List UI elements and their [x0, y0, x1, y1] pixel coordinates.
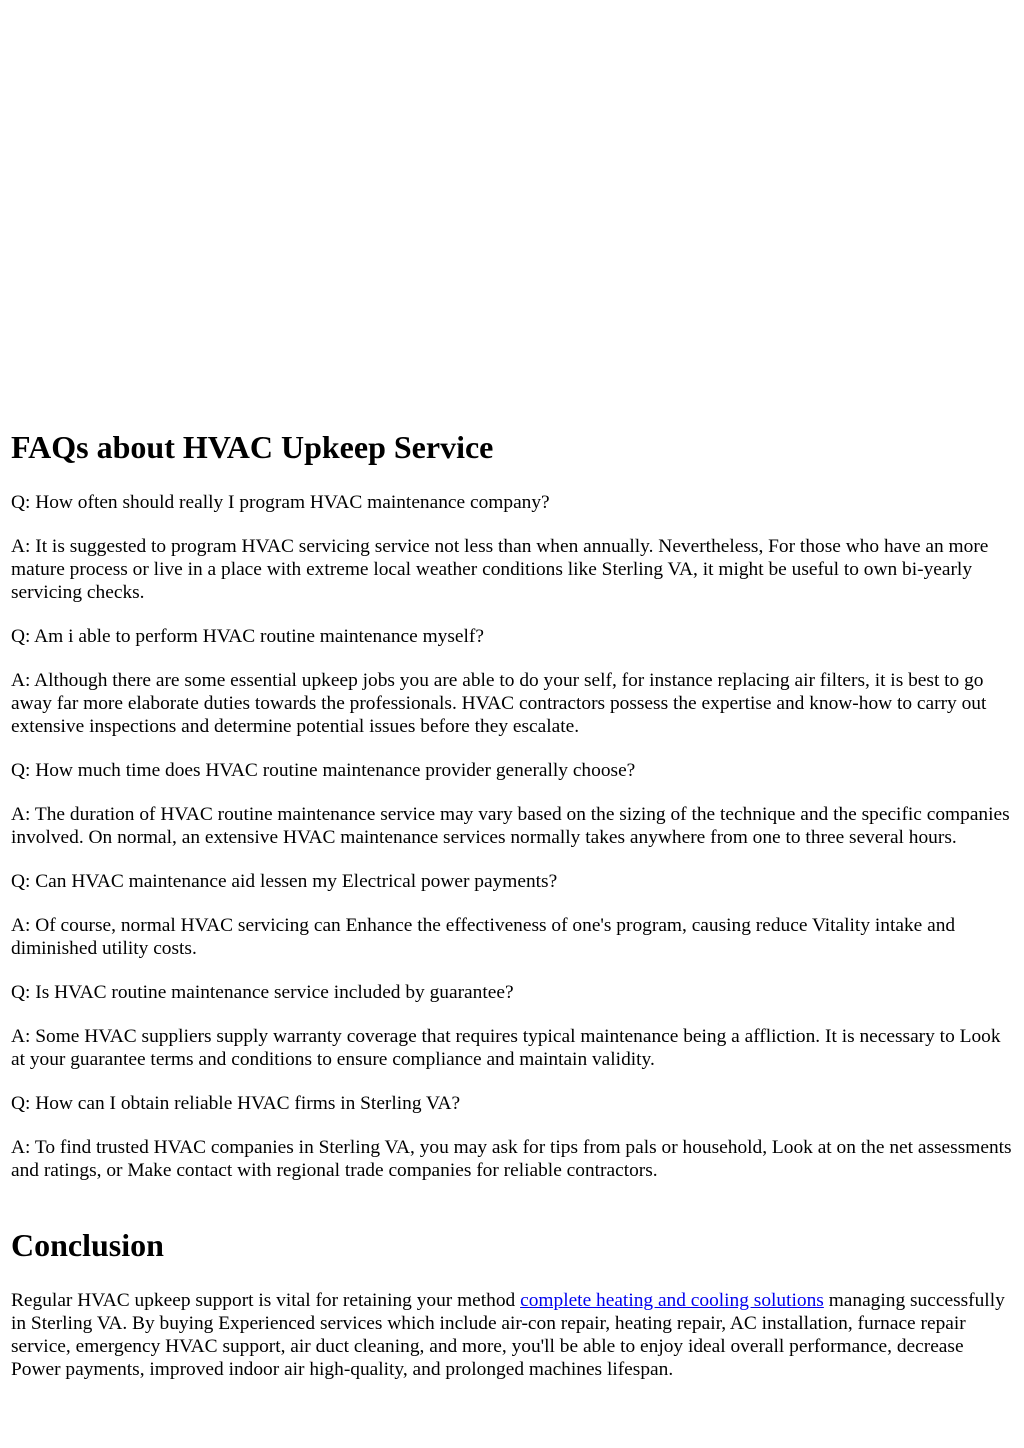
faq-answer: A: Although there are some essential upkeep jobs you are able to do your self, for instance replacing air filters, it is best to go away far more elaborate duties towards the professionals. HVAC contractors possess the expertise and know-how to carry out extensive inspections and determine potential issues before they escalate. [11, 670, 987, 737]
faq-answer: A: It is suggested to program HVAC servicing service not less than when annually. Nevertheless, For those who have an more mature process or live in a place with extreme local weather conditions like Sterling VA, it might be useful to own bi-yearly servicing checks. [11, 536, 989, 603]
conclusion-paragraph [11, 1289, 1017, 1381]
faq-question: Q: Can HVAC maintenance aid lessen my Electrical power payments? [11, 871, 558, 892]
heating-cooling-solutions-link[interactable]: complete heating and cooling solutions [520, 1290, 824, 1311]
faq-answer: A: To find trusted HVAC companies in Sterling VA, you may ask for tips from pals or household, Look at on the net assessments and ratings, or Make contact with regional trade companies for reliable contractors. [11, 1137, 1012, 1181]
faq-question: Q: How often should really I program HVAC maintenance company? [11, 492, 550, 513]
conclusion-heading: Conclusion [11, 1227, 164, 1263]
article-content [11, 0, 1017, 1402]
faq-answer: A: Some HVAC suppliers supply warranty coverage that requires typical maintenance being a affliction. It is necessary to Look at your guarantee terms and conditions to ensure compliance and maintain validity. [11, 1026, 1001, 1070]
faq-heading: FAQs about HVAC Upkeep Service [11, 429, 494, 465]
faq-answer: A: Of course, normal HVAC servicing can Enhance the effectiveness of one's program, causing reduce Vitality intake and diminished utility costs. [11, 915, 956, 959]
conclusion-text-start: Regular HVAC upkeep support is vital for retaining your method [11, 1290, 521, 1311]
faq-question: Q: How can I obtain reliable HVAC firms in Sterling VA? [11, 1093, 461, 1114]
faq-question: Q: How much time does HVAC routine maintenance provider generally choose? [11, 760, 636, 781]
faq-question: Q: Am i able to perform HVAC routine maintenance myself? [11, 626, 484, 647]
faq-question: Q: Is HVAC routine maintenance service included by guarantee? [11, 982, 514, 1003]
faq-answer: A: The duration of HVAC routine maintenance service may vary based on the sizing of the technique and the specific companies involved. On normal, an extensive HVAC maintenance services normally takes anywhere from one to three several hours. [11, 804, 1010, 848]
conclusion-text-end: managing successfully in Sterling VA. By buying Experienced services which include air-con repair, heating repair, AC installation, furnace repair service, emergency HVAC support, air duct cleaning, and more, you'll be able to enjoy ideal overall performance, decrease Power payments, improved indoor air high-quality, and prolonged machines lifespan. [11, 1290, 1005, 1380]
blank-image-area [11, 0, 1017, 424]
